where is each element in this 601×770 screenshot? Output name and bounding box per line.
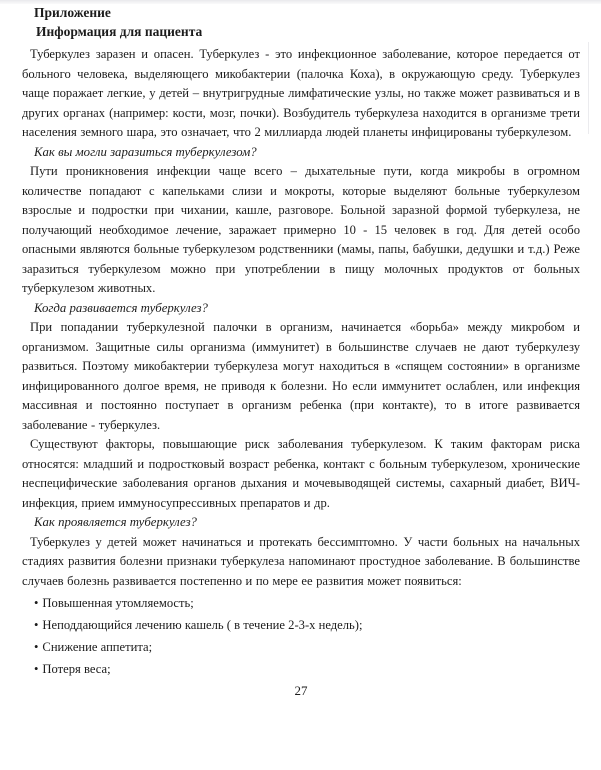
paragraph-risk-factors: Существуют факторы, повышающие риск заболевания туберкулезом. К таким факторам риска относятся: младший и подростковый возраст ребенка, контакт с больным туберкулезом, хронические неспецифические заболевания органов дыхания и мочевыводящей системы, сахарный диабет, ВИЧ-инфекция, прием иммуносупрессивных препаратов и др. (22, 437, 580, 510)
scan-top-edge-line (0, 0, 601, 4)
list-item (34, 659, 580, 680)
list-item (34, 637, 580, 658)
list-item (34, 615, 580, 636)
paragraph-disease-development: При попадании туберкулезной палочки в организм, начинается «борьба» между микробом и организмом. Защитные силы организма (иммунитет) в большинстве случаев не дают туберкулезу развиться. Поэтому микобактерии туберкулеза могут находиться в «спящем состоянии» в организме инфицированного долгое время, не приводя к болезни. Но если иммунитет ослаблен, или инфекция массивная и постоянно поступает в организм ребенка (при контакте), то в итоге развивается заболевание - туберкулез. (22, 320, 580, 432)
symptom-text: Потеря веса; (42, 662, 111, 676)
scan-right-edge-line (588, 42, 589, 134)
paragraph-infection-routes: Пути проникновения инфекции чаще всего – дыхательные пути, когда микробы в огромном количестве попадают с капельками слизи и мокроты, которые выделяют больные туберкулезом взрослые и подростки при чихании, кашле, разговоре. Больной заразной формой туберкулеза, не получающий необходимое лечение, заражает примерно 10 - 15 человек в год. Для детей особо опасными являются больные туберкулезом родственники (мамы, папы, бабушки, дедушки и т.д.) Реже заразиться туберкулезом можно при употреблении в пищу молочных продуктов от больных туберкулезом животных. (22, 164, 580, 295)
appendix-heading: Приложение (34, 5, 111, 20)
bullet-icon: • (34, 618, 39, 632)
page-number: 27 (294, 683, 308, 698)
bullet-icon: • (34, 596, 39, 610)
symptom-text: Неподдающийся лечению кашель ( в течение 2-3-х недель); (42, 618, 363, 632)
list-item (34, 593, 580, 614)
question-how-infected: Как вы могли заразиться туберкулезом? (34, 144, 257, 159)
question-when-develops: Когда развивается туберкулез? (34, 300, 208, 315)
question-how-manifests: Как проявляется туберкулез? (34, 515, 197, 529)
paragraph-symptoms-intro: Туберкулез у детей может начинаться и протекать бессимптомно. У части больных на начальных стадиях развития болезни признаки туберкулеза напоминают простудное заболевание. В большинстве случаев болезнь развивается постепенно и по мере ее развития может появиться: (22, 534, 580, 588)
symptom-list (22, 593, 580, 680)
bullet-icon: • (34, 662, 39, 676)
patient-info-heading: Информация для пациента (36, 24, 203, 39)
paragraph-about-tuberculosis: Туберкулез заразен и опасен. Туберкулез - это инфекционное заболевание, которое передается от больного человека, выделяющего микобактерии (палочка Коха), в окружающую среду. Туберкулез чаще поражает легкие, у детей – внутригрудные лимфатические узлы, но также может развиваться и в других органах (например: кости, мозг, почки). Возбудитель туберкулеза находится в организме трети населения земного шара, это означает, что 2 миллиарда людей планеты инфицированы туберкулезом. (22, 47, 580, 139)
symptom-text: Повышенная утомляемость; (42, 596, 194, 610)
symptom-text: Снижение аппетита; (42, 640, 153, 654)
bullet-icon: • (34, 640, 39, 654)
